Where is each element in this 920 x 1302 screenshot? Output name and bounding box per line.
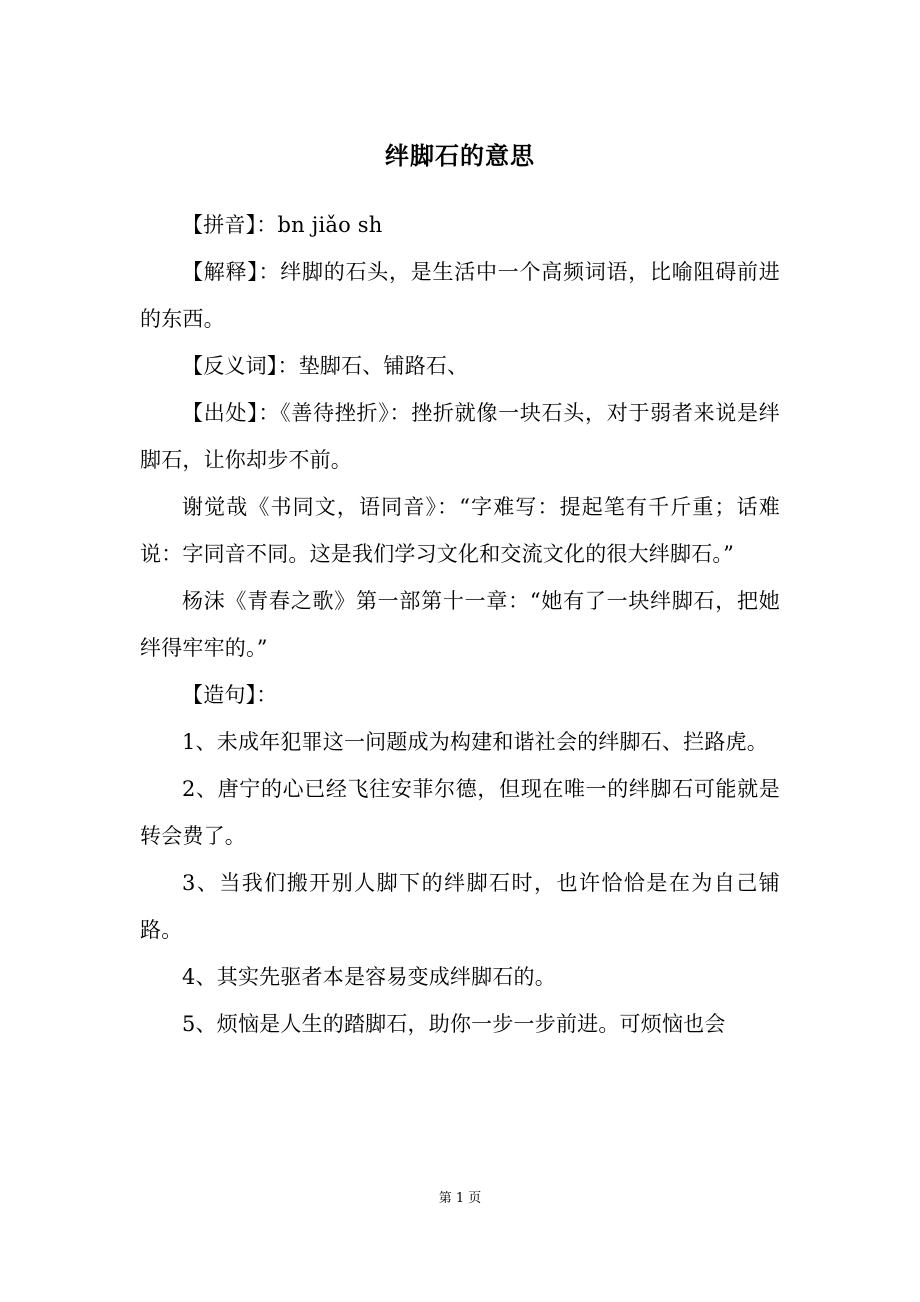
paragraph-pinyin: 【拼音】：bn jiǎo sh (182, 213, 383, 237)
paragraph-quote-yang: 杨沫《青春之歌》第一部第十一章：“她有了一块绊脚石，把她绊得牢牢的。” (140, 589, 780, 660)
paragraph-quote-xie: 谢觉哉《书同文，语同音》：“字难写：提起笔有千斤重；话难说：字同音不同。这是我们学习文化和交流文化的很大绊脚石。” (140, 495, 780, 566)
paragraph-source: 【出处】：《善待挫折》：挫折就像一块石头，对于弱者来说是绊脚石，让你却步不前。 (140, 401, 780, 472)
paragraph-examples-heading: 【造句】： (182, 683, 278, 707)
paragraph-explanation: 【解释】：绊脚的石头，是生活中一个高频词语，比喻阻碍前进的东西。 (140, 260, 780, 331)
document-body (140, 202, 780, 1048)
document-title: 绊脚石的意思 (385, 142, 535, 170)
page-number: 第 1 页 (438, 1191, 482, 1206)
paragraph-example-5: 5、烦恼是人生的踏脚石，助你一步一步前进。可烦恼也会 (182, 1012, 726, 1036)
paragraph-example-2: 2、唐宁的心已经飞往安菲尔德，但现在唯一的绊脚石可能就是转会费了。 (140, 777, 780, 848)
paragraph-example-1: 1、未成年犯罪这一问题成为构建和谐社会的绊脚石、拦路虎。 (182, 730, 768, 754)
paragraph-example-3: 3、当我们搬开别人脚下的绊脚石时，也许恰恰是在为自己铺路。 (140, 871, 780, 942)
paragraph-example-4: 4、其实先驱者本是容易变成绊脚石的。 (182, 965, 556, 989)
paragraph-antonym: 【反义词】：垫脚石、铺路石、 (182, 354, 469, 378)
